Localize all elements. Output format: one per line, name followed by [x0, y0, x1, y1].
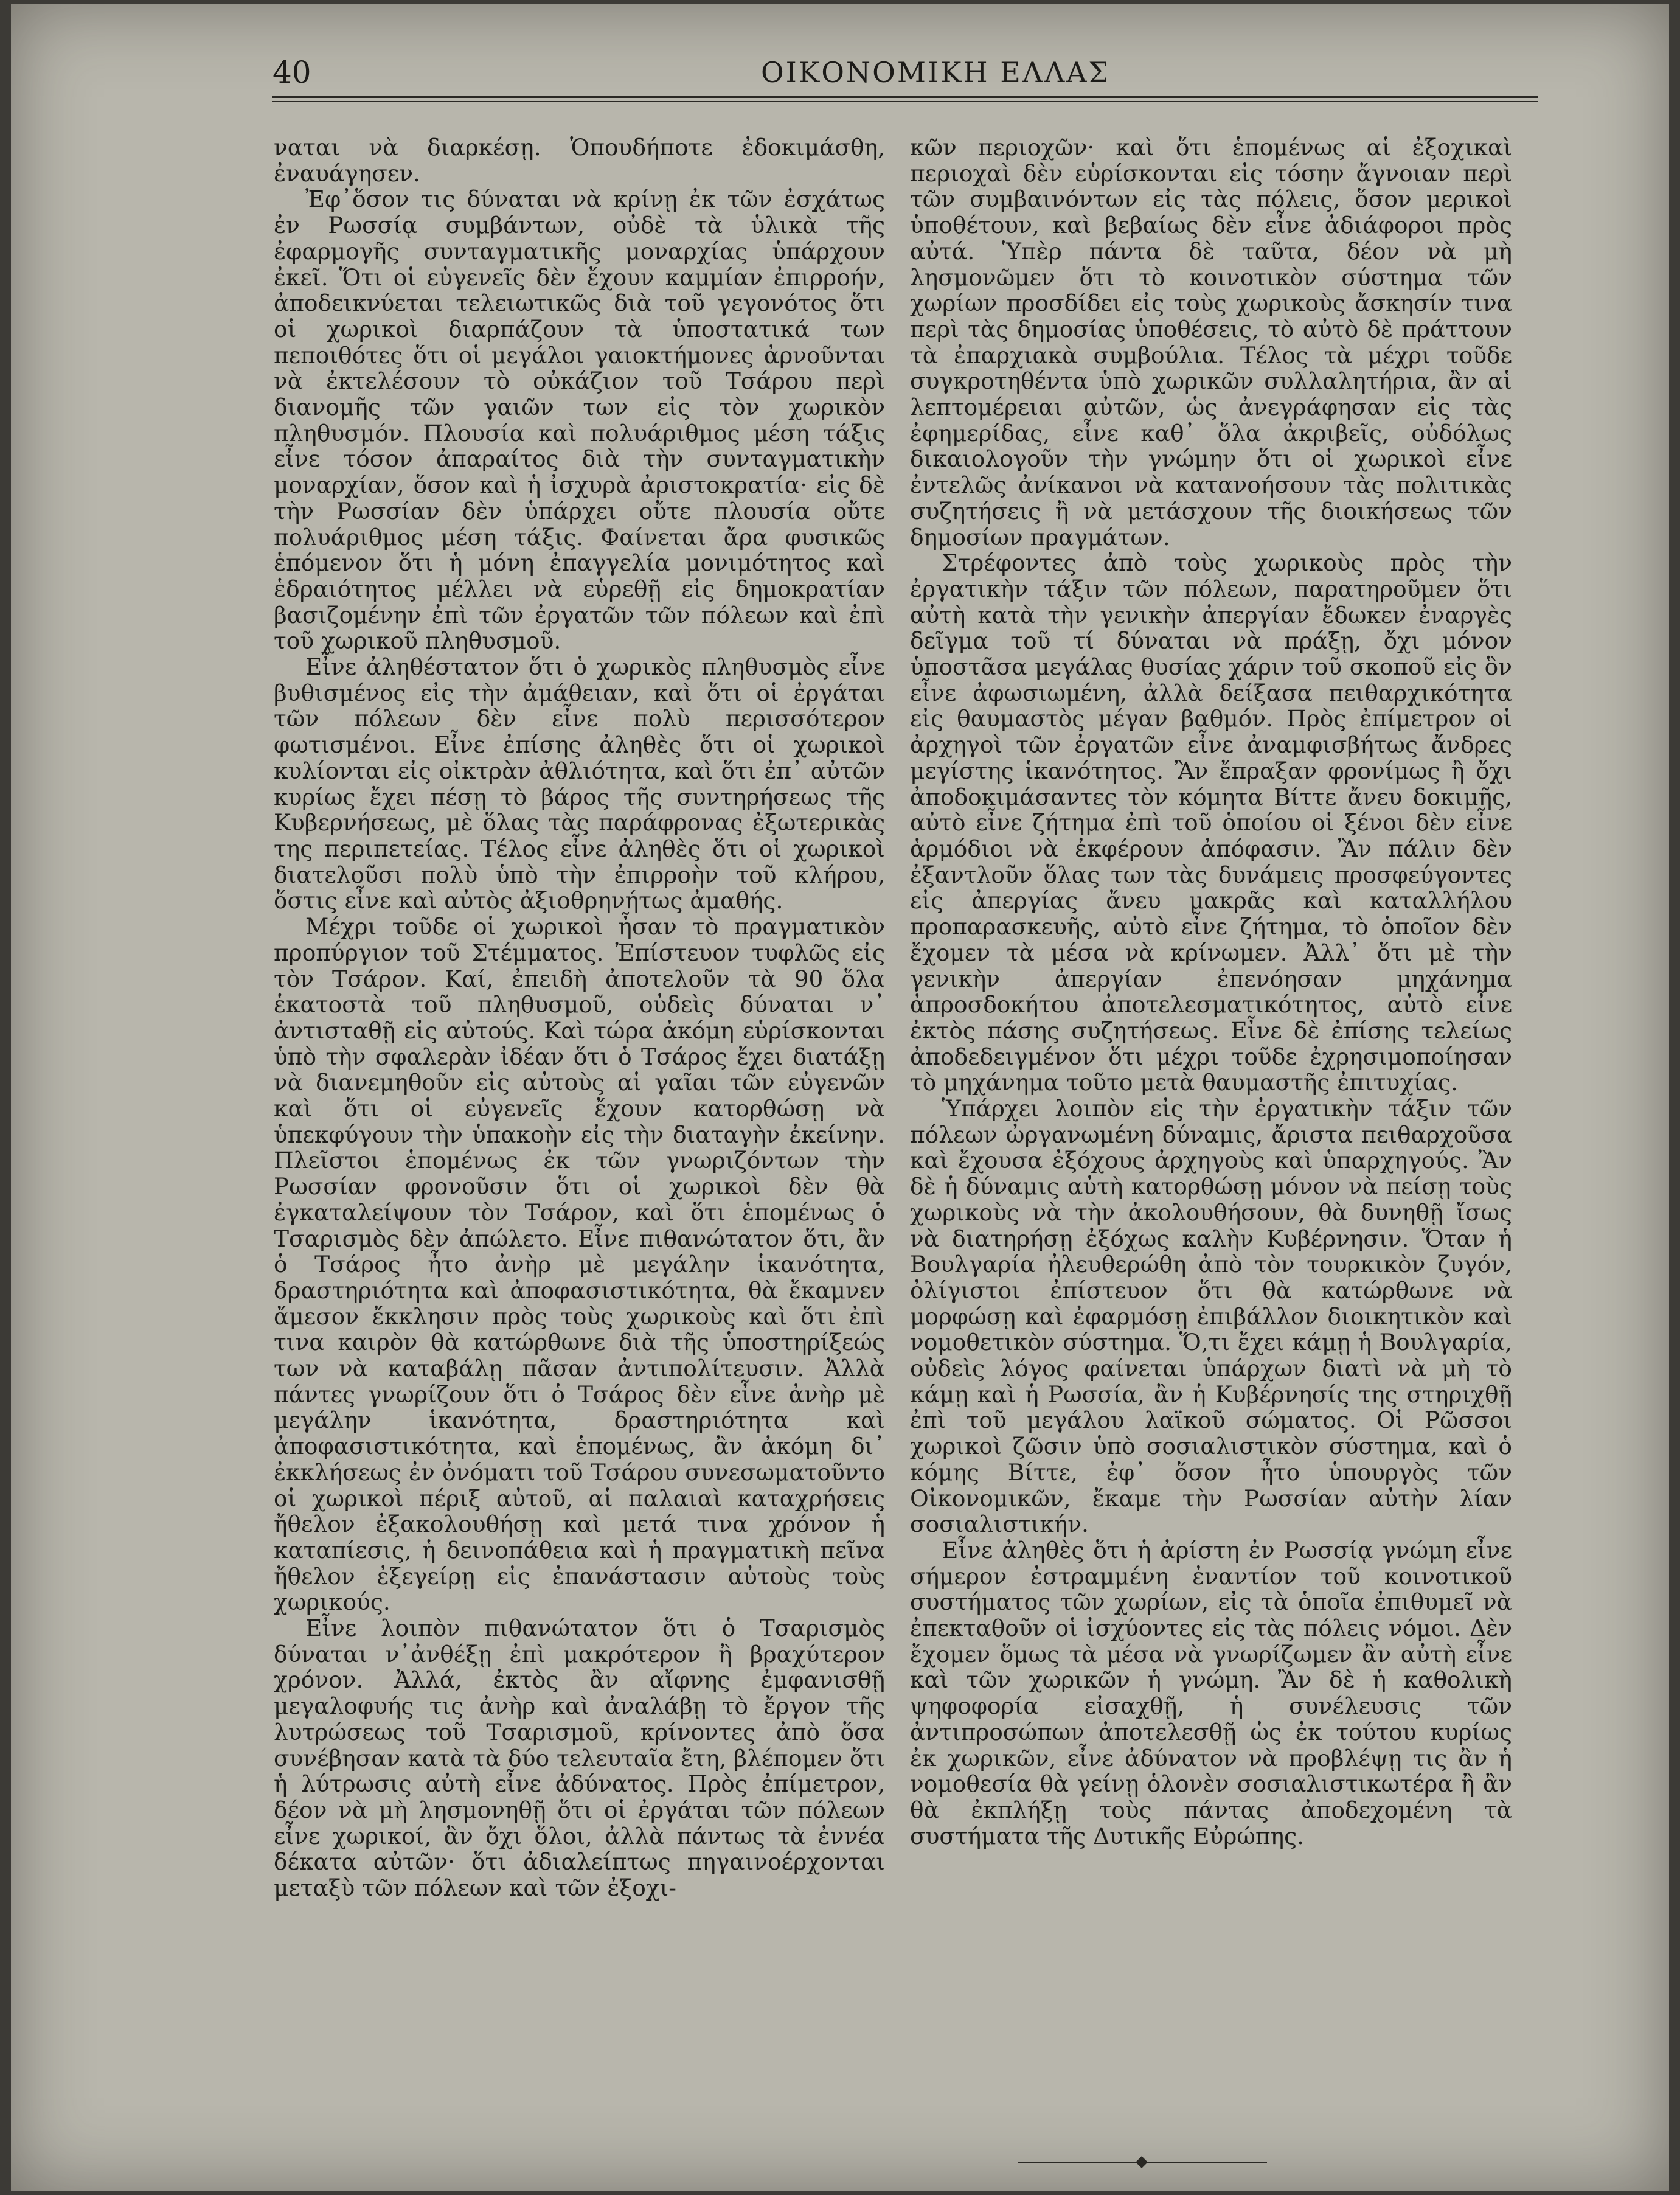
paragraph: Ἐφ᾽ὅσον τις δύναται νὰ κρίνῃ ἐκ τῶν ἐσχάτως ἐν Ρωσσίᾳ συμβάντων, οὐδὲ τὰ ὑλικὰ τῆς ἐφαρμογῆς συνταγματικῆς μοναρχίας ὑπάρχουν ἐκεῖ. Ὅτι οἱ εὐγενεῖς δὲν ἔχουν καμμίαν ἐπιρροήν, ἀποδεικνύεται τελειωτικῶς διὰ τοῦ γεγονότος ὅτι οἱ χωρικοὶ διαρπάζουν τὰ ὑποστατικά των πεποιθότες ὅτι οἱ μεγάλοι γαιοκτήμονες ἀρνοῦνται νὰ ἐκτελέσουν τὸ οὐκάζιον τοῦ Τσάρου περὶ διανομῆς τῶν γαιῶν των εἰς τὸν χωρικὸν πληθυσμόν. Πλουσία καὶ πολυάριθμος μέση τάξις εἶνε τόσον ἀπαραίτος διὰ τὴν συνταγματικὴν μοναρχίαν, ὅσον καὶ ἡ ἰσχυρὰ ἀριστοκρατία· εἰς δὲ τὴν Ρωσσίαν δὲν ὑπάρχει οὔτε πλουσία οὔτε πολυάριθμος μέση τάξις. Φαίνεται ἄρα φυσικῶς ἑπόμενον ὅτι ἡ μόνη ἐπαγγελία μονιμότητος καὶ ἑδραιότητος μέλλει νὰ εὑρεθῇ εἰς δημοκρατίαν βασιζομένην ἐπὶ τῶν ἐργατῶν τῶν πόλεων καὶ ἐπὶ τοῦ χωρικοῦ πληθυσμοῦ.: [274, 186, 885, 655]
scanned-page: [11, 4, 1669, 2191]
header-rule-secondary: [272, 101, 1538, 102]
paragraph: ναται νὰ διαρκέσῃ. Ὁπουδήποτε ἐδοκιμάσθη, ἐναυάγησεν.: [274, 134, 885, 187]
running-title: ΟΙΚΟΝΟΜΙΚΗ ΕΛΛΑΣ: [760, 56, 1111, 89]
paragraph: κῶν περιοχῶν· καὶ ὅτι ἑπομένως αἱ ἐξοχικαὶ περιοχαὶ δὲν εὑρίσκονται εἰς τόσην ἄγνοιαν περὶ τῶν συμβαινόντων εἰς τὰς πόλεις, ὅσον μερικοὶ ὑποθέτουν, καὶ βεβαίως δὲν εἶνε ἀδιάφοροι πρὸς αὐτά. Ὑπὲρ πάντα δὲ ταῦτα, δέον νὰ μὴ λησμονῶμεν ὅτι τὸ κοινοτικὸν σύστημα τῶν χωρίων προσδίδει εἰς τοὺς χωρικοὺς ἄσκησίν τινα περὶ τὰς δημοσίας ὑποθέσεις, τὸ αὐτὸ δὲ πράττουν τὰ ἐπαρχιακὰ συμβούλια. Τέλος τὰ μέχρι τοῦδε συγκροτηθέντα ὑπὸ χωρικῶν συλλαλητήρια, ἂν αἱ λεπτομέρειαι αὐτῶν, ὡς ἀνεγράφησαν εἰς τὰς ἐφημερίδας, εἶνε καθ᾽ ὅλα ἀκριβεῖς, οὐδόλως δικαιολογοῦν τὴν γνώμην ὅτι οἱ χωρικοὶ εἶνε ἐντελῶς ἀνίκανοι νὰ κατανοήσουν τὰς πολιτικὰς συζητήσεις ἢ νὰ μετάσχουν τῆς διοικήσεως τῶν δημοσίων πραγμάτων.: [910, 134, 1512, 551]
page-number: 40: [272, 55, 311, 90]
paragraph: Εἶνε ἀληθέστατον ὅτι ὁ χωρικὸς πληθυσμὸς εἶνε βυθισμένος εἰς τὴν ἀμάθειαν, καὶ ὅτι οἱ ἐργάται τῶν πόλεων δὲν εἶνε πολὺ περισσότερον φωτισμένοι. Εἶνε ἐπίσης ἀληθὲς ὅτι οἱ χωρικοὶ κυλίονται εἰς οἰκτρὰν ἀθλιότητα, καὶ ὅτι ἐπ᾽ αὐτῶν κυρίως ἔχει πέσῃ τὸ βάρος τῆς συντηρήσεως τῆς Κυβερνήσεως, μὲ ὅλας τὰς παράφρονας ἐξωτερικὰς της περιπετείας. Τέλος εἶνε ἀληθὲς ὅτι οἱ χωρικοὶ διατελοῦσι πολὺ ὑπὸ τὴν ἐπιρροὴν τοῦ κλήρου, ὅστις εἶνε καὶ αὐτὸς ἀξιοθρηνήτως ἀμαθής.: [274, 653, 885, 914]
paragraph: Στρέφοντες ἀπὸ τοὺς χωρικοὺς πρὸς τὴν ἐργατικὴν τάξιν τῶν πόλεων, παρατηροῦμεν ὅτι αὐτὴ κατὰ τὴν γενικὴν ἀπεργίαν ἔδωκεν ἐναργὲς δεῖγμα τοῦ τί δύναται νὰ πράξῃ, ὄχι μόνον ὑποστᾶσα μεγάλας θυσίας χάριν τοῦ σκοποῦ εἰς ὃν εἶνε ἀφωσιωμένη, ἀλλὰ δείξασα πειθαρχικότητα εἰς θαυμαστὸς μέγαν βαθμόν. Πρὸς ἐπίμετρον οἱ ἀρχηγοὶ τῶν ἐργατῶν εἶνε ἀναμφισβήτως ἄνδρες μεγίστης ἱκανότητος. Ἂν ἔπραξαν φρονίμως ἢ ὄχι ἀποδοκιμάσαντες τὸν κόμητα Βίττε ἄνευ δοκιμῆς, αὐτὸ εἶνε ζήτημα ἐπὶ τοῦ ὁποίου οἱ ξένοι δὲν εἶνε ἁρμόδιοι νὰ ἐκφέρουν ἀπόφασιν. Ἂν πάλιν δὲν ἐξαντλοῦν ὅλας των τὰς δυνάμεις προσφεύγοντες εἰς ἀπεργίας ἄνευ μακρᾶς καὶ καταλλήλου προπαρασκευῆς, αὐτὸ εἶνε ζήτημα, τὸ ὁποῖον δὲν ἔχομεν τὰ μέσα νὰ κρίνωμεν. Ἀλλ᾽ ὅτι μὲ τὴν γενικὴν ἀπεργίαν ἐπενόησαν μηχάνημα ἀπροσδοκήτου ἀποτελεσματικότητος, αὐτὸ εἶνε ἐκτὸς πάσης συζητήσεως. Εἶνε δὲ ἐπίσης τελείως ἀποδεδειγμένον ὅτι μέχρι τοῦδε ἐχρησιμοποίησαν τὸ μηχάνημα τοῦτο μετὰ θαυμαστῆς ἐπιτυχίας.: [910, 549, 1512, 1096]
end-ornament-rule: [1018, 2156, 1267, 2168]
right-column: [910, 134, 1512, 1849]
paragraph: Ὑπάρχει λοιπὸν εἰς τὴν ἐργατικὴν τάξιν τῶν πόλεων ὠργανωμένη δύναμις, ἄριστα πειθαρχοῦσα καὶ ἔχουσα ἐξόχους ἀρχηγοὺς καὶ ὑπαρχηγούς. Ἂν δὲ ἡ δύναμις αὐτὴ κατορθώσῃ μόνον νὰ πείσῃ τοὺς χωρικοὺς νὰ τὴν ἀκολουθήσουν, θὰ δυνηθῇ ἴσως νὰ διατηρήσῃ ἐξόχως καλὴν Κυβέρνησιν. Ὅταν ἡ Βουλγαρία ἠλευθερώθη ἀπὸ τὸν τουρκικὸν ζυγόν, ὀλίγιστοι ἐπίστευον ὅτι θὰ κατώρθωνε νὰ μορφώσῃ καὶ ἐφαρμόσῃ ἐπιβάλλον διοικητικὸν καὶ νομοθετικὸν σύστημα. Ὅ,τι ἔχει κάμῃ ἡ Βουλγαρία, οὐδεὶς λόγος φαίνεται ὑπάρχων διατὶ νὰ μὴ τὸ κάμῃ καὶ ἡ Ρωσσία, ἂν ἡ Κυβέρνησίς της στηριχθῇ ἐπὶ τοῦ μεγάλου λαϊκοῦ σώματος. Οἱ Ρῶσσοι χωρικοὶ ζῶσιν ὑπὸ σοσιαλιστικὸν σύστημα, καὶ ὁ κόμης Βίττε, ἐφ᾽ ὅσον ἦτο ὑπουργὸς τῶν Οἰκονομικῶν, ἔκαμε τὴν Ρωσσίαν αὐτὴν λίαν σοσιαλιστικήν.: [910, 1095, 1512, 1538]
header-rule: [272, 96, 1538, 98]
ornament-diamond-icon: [1136, 2156, 1148, 2168]
paragraph: Εἶνε ἀληθὲς ὅτι ἡ ἀρίστη ἐν Ρωσσίᾳ γνώμη εἶνε σήμερον ἐστραμμένη ἐναντίον τοῦ κοινοτικοῦ συστήματος τῶν χωρίων, εἰς τὰ ὁποῖα ἐπιθυμεῖ νὰ ἐπεκταθοῦν οἱ ἰσχύοντες εἰς τὰς πόλεις νόμοι. Δὲν ἔχομεν ὅμως τὰ μέσα νὰ γνωρίζωμεν ἂν αὐτὴ εἶνε καὶ τῶν χωρικῶν ἡ γνώμη. Ἂν δὲ ἡ καθολικὴ ψηφοφορία εἰσαχθῇ, ἡ συνέλευσις τῶν ἀντιπροσώπων ἀποτελεσθῇ ὡς ἐκ τούτου κυρίως ἐκ χωρικῶν, εἶνε ἀδύνατον νὰ προβλέψῃ τις ἂν ἡ νομοθεσία θὰ γείνῃ ὁλονὲν σοσιαλιστικωτέρα ἢ ἂν θὰ ἐκπλήξῃ τοὺς πάντας ἀποδεχομένη τὰ συστήματα τῆς Δυτικῆς Εὐρώπης.: [910, 1536, 1512, 1849]
paragraph: Μέχρι τοῦδε οἱ χωρικοὶ ἦσαν τὸ πραγματικὸν προπύργιον τοῦ Στέμματος. Ἐπίστευον τυφλῶς εἰς τὸν Τσάρον. Καί, ἐπειδὴ ἀποτελοῦν τὰ 90 ὅλα ἑκατοστὰ τοῦ πληθυσμοῦ, οὐδεὶς δύναται ν᾽ ἀντισταθῇ εἰς αὐτούς. Καὶ τώρα ἀκόμη εὑρίσκονται ὑπὸ τὴν σφαλερὰν ἰδέαν ὅτι ὁ Τσάρος ἔχει διατάξῃ νὰ διανεμηθοῦν εἰς αὐτοὺς αἱ γαῖαι τῶν εὐγενῶν καὶ ὅτι οἱ εὐγενεῖς ἔχουν κατορθώσῃ νὰ ὑπεκφύγουν τὴν ὑπακοὴν εἰς τὴν διαταγὴν ἐκείνην. Πλεῖστοι ἑπομένως ἐκ τῶν γνωριζόντων τὴν Ρωσσίαν φρονοῦσιν ὅτι οἱ χωρικοὶ δὲν θὰ ἐγκαταλείψουν τὸν Τσάρον, καὶ ὅτι ἑπομένως ὁ Τσαρισμὸς δὲν ἀπώλετο. Εἶνε πιθανώτατον ὅτι, ἂν ὁ Τσάρος ἦτο ἀνὴρ μὲ μεγάλην ἱκανότητα, δραστηριότητα καὶ ἀποφασιστικότητα, θὰ ἔκαμνεν ἄμεσον ἔκκλησιν πρὸς τοὺς χωρικοὺς καὶ ὅτι ἐπὶ τινα καιρὸν θὰ κατώρθωνε διὰ τῆς ὑποστηρίξεώς των νὰ καταβάλῃ πᾶσαν ἀντιπολίτευσιν. Ἀλλὰ πάντες γνωρίζουν ὅτι ὁ Τσάρος δὲν εἶνε ἀνὴρ μὲ μεγάλην ἱκανότητα, δραστηριότητα καὶ ἀποφασιστικότητα, καὶ ἑπομένως, ἂν ἀκόμη δι᾽ ἐκκλήσεως ἐν ὀνόματι τοῦ Τσάρου συνεσωματοῦντο οἱ χωρικοὶ πέριξ αὐτοῦ, αἱ παλαιαὶ καταχρήσεις ἤθελον ἐξακολουθήσῃ καὶ μετά τινα χρόνον ἡ καταπίεσις, ἡ δεινοπάθεια καὶ ἡ πραγματικὴ πεῖνα ἤθελον ἐξεγείρῃ εἰς ἐπανάστασιν αὐτοὺς τοὺς χωρικούς.: [274, 913, 885, 1616]
page-header: [272, 51, 1538, 100]
left-column: [274, 134, 885, 1901]
paragraph: Εἶνε λοιπὸν πιθανώτατον ὅτι ὁ Τσαρισμὸς δύναται ν᾽ἀνθέξῃ ἐπὶ μακρότερον ἢ βραχύτερον χρόνον. Ἀλλά, ἐκτὸς ἂν αἴφνης ἐμφανισθῇ μεγαλοφυής τις ἀνὴρ καὶ ἀναλάβῃ τὸ ἔργον τῆς λυτρώσεως τοῦ Τσαρισμοῦ, κρίνοντες ἀπὸ ὅσα συνέβησαν κατὰ τὰ δύο τελευταῖα ἔτη, βλέπομεν ὅτι ἡ λύτρωσις αὐτὴ εἶνε ἀδύνατος. Πρὸς ἐπίμετρον, δέον νὰ μὴ λησμονηθῇ ὅτι οἱ ἐργάται τῶν πόλεων εἶνε χωρικοί, ἂν ὄχι ὅλοι, ἀλλὰ πάντως τὰ ἐννέα δέκατα αὐτῶν· ὅτι ἀδιαλείπτως πηγαινοέρχονται μεταξὺ τῶν πόλεων καὶ τῶν ἐξοχι-: [274, 1615, 886, 1902]
